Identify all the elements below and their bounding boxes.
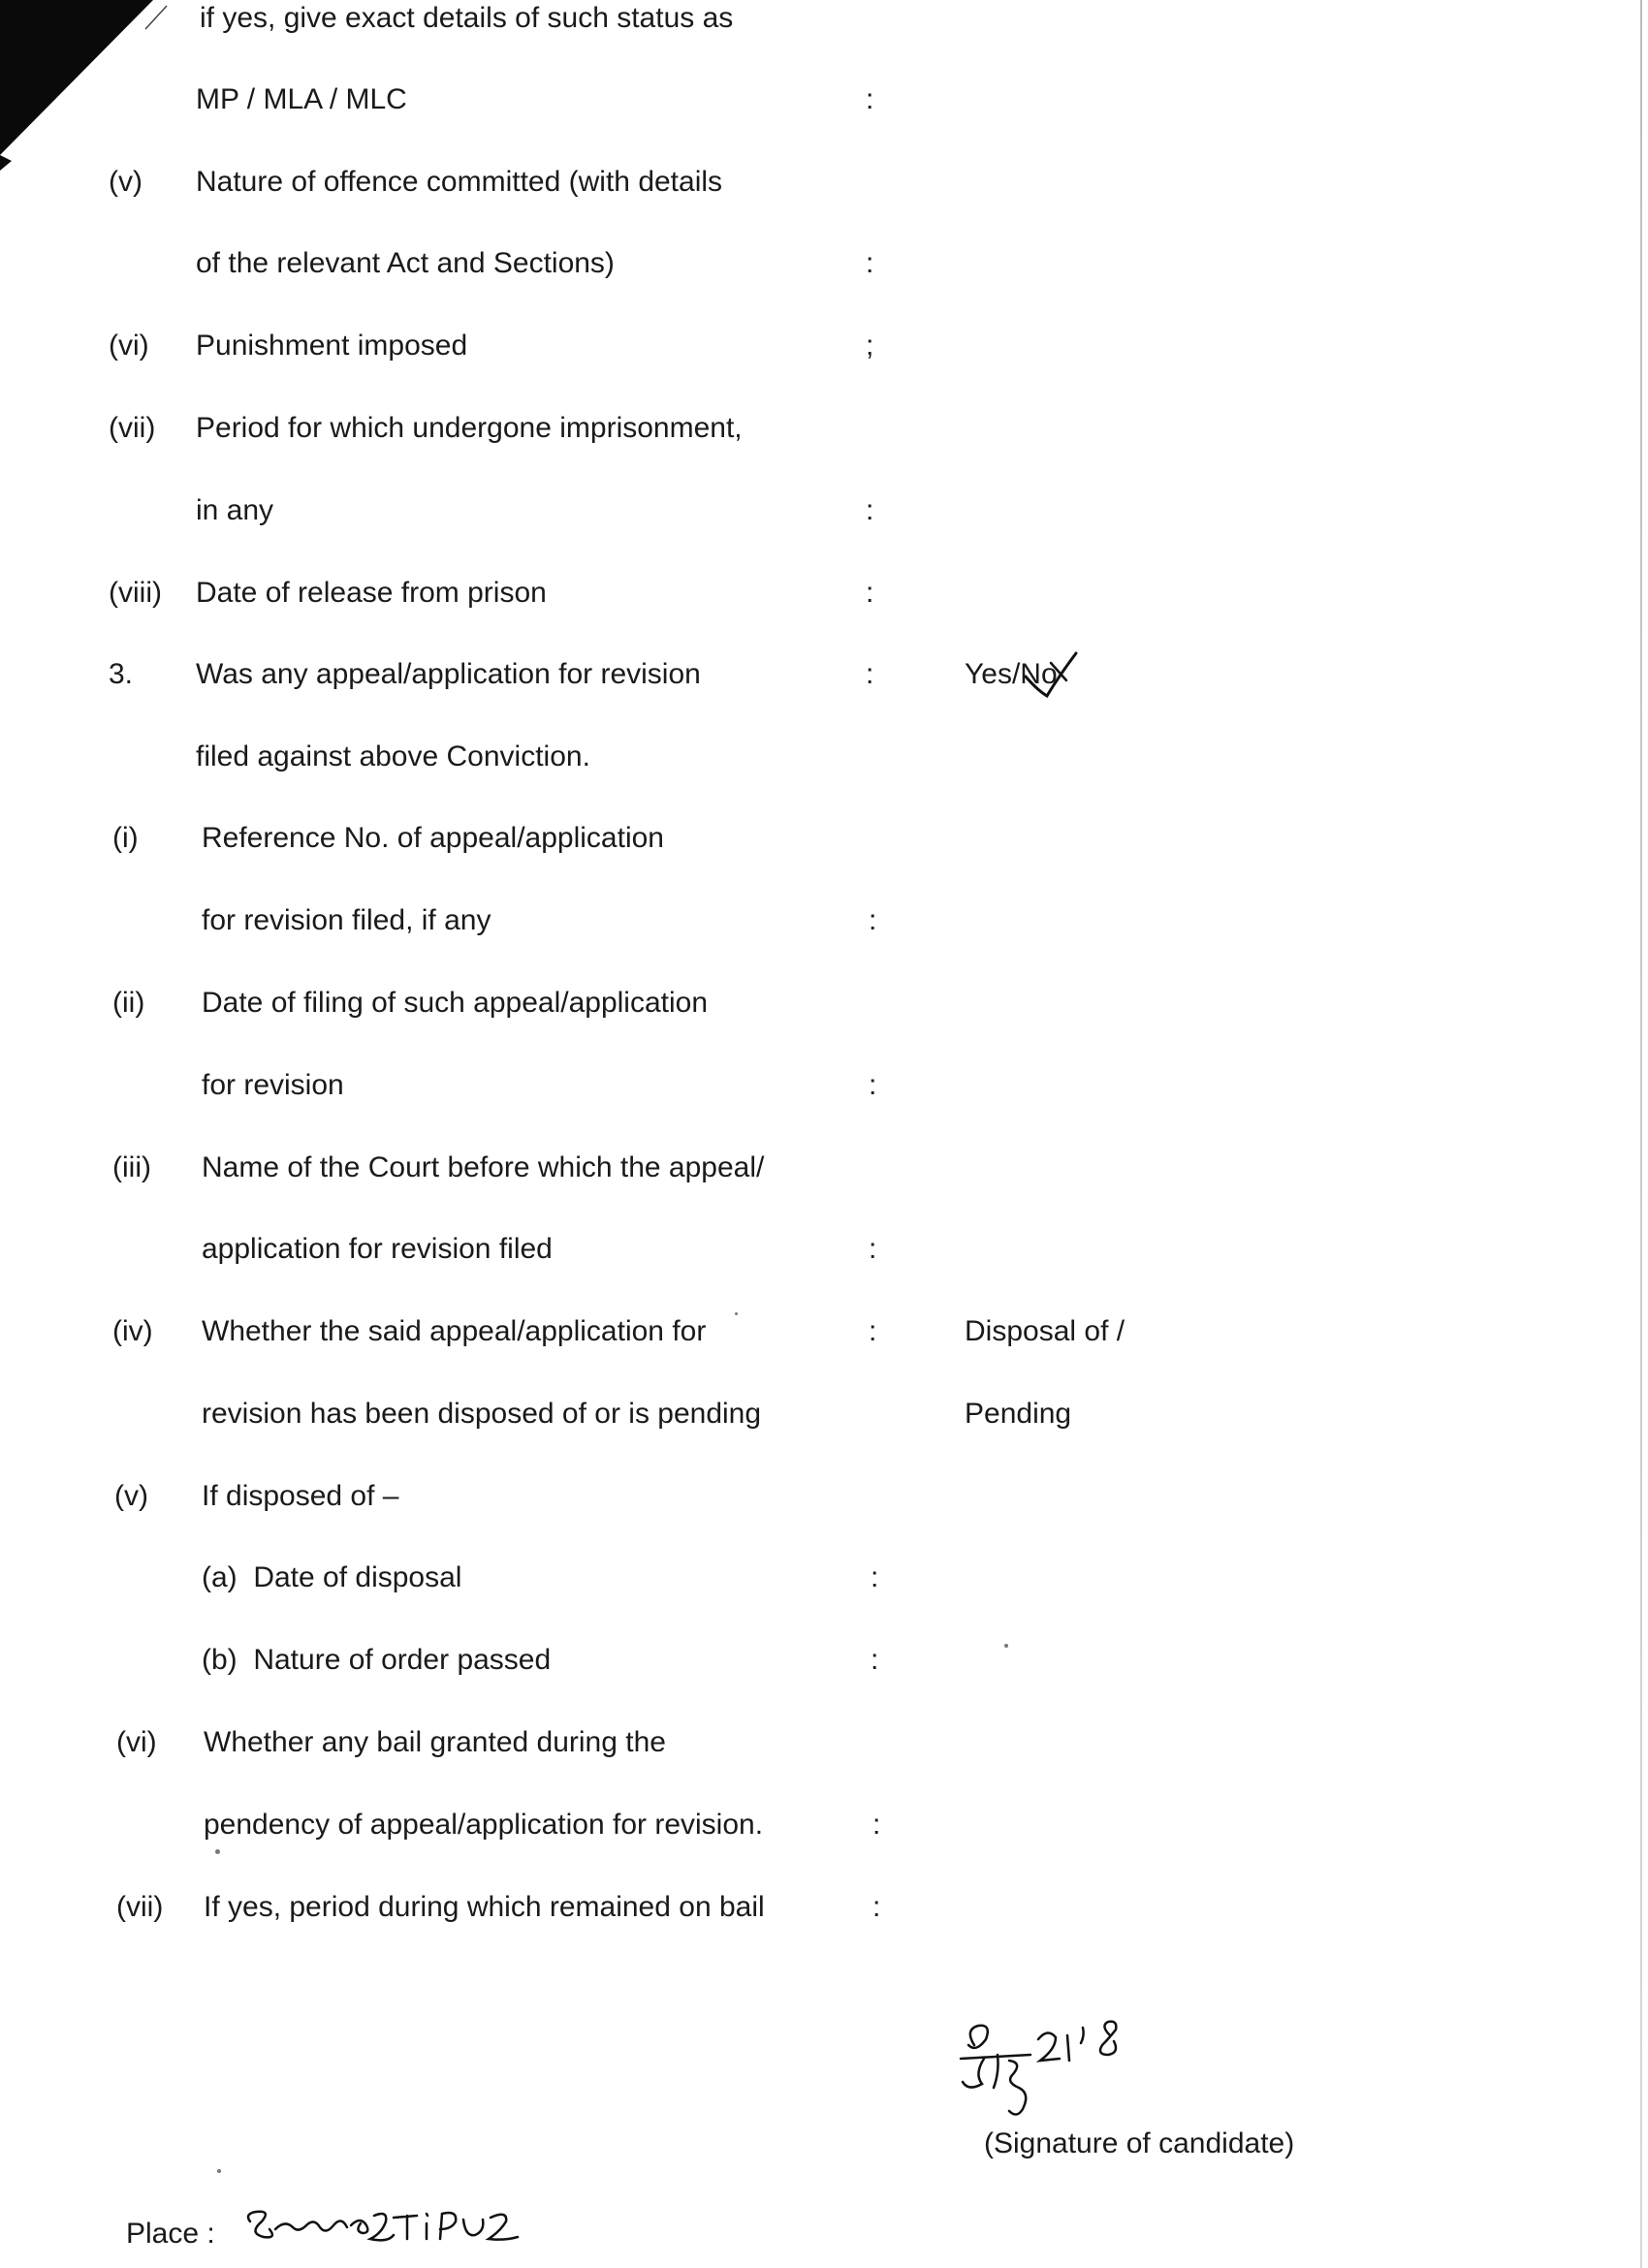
item-colon: : <box>872 1809 881 1841</box>
item-colon: : <box>866 577 874 609</box>
form-row <box>0 733 1648 781</box>
item-label: application for revision filed <box>202 1233 553 1265</box>
item-label: Whether any bail granted during the <box>204 1726 666 1758</box>
item-label: Reference No. of appeal/application <box>202 822 664 854</box>
item-label: for revision filed, if any <box>202 904 491 936</box>
item-colon: : <box>869 1069 877 1101</box>
item-label: Name of the Court before which the appeal/ <box>202 1151 765 1183</box>
item-colon: : <box>869 904 877 936</box>
form-row <box>0 1390 1648 1438</box>
form-row <box>0 239 1648 288</box>
item-label: for revision <box>202 1069 344 1101</box>
item-label: (b) Nature of order passed <box>202 1644 552 1676</box>
form-row <box>0 1883 1648 1932</box>
place-handwritten-value <box>242 2200 533 2268</box>
item-number: (vii) <box>109 412 156 444</box>
scan-speck <box>215 1849 220 1854</box>
form-row <box>0 322 1648 370</box>
form-row <box>0 1144 1648 1192</box>
item-label: Date of release from prison <box>196 577 547 609</box>
item-label: Nature of offence committed (with details <box>196 166 723 198</box>
form-row <box>0 1061 1648 1110</box>
item-number: (v) <box>114 1480 148 1512</box>
item-number: (vi) <box>116 1726 157 1758</box>
form-row <box>0 814 1648 863</box>
form-row <box>0 1801 1648 1849</box>
item-answer: Pending <box>965 1398 1072 1430</box>
item-label: Whether the said appeal/application for <box>202 1315 707 1347</box>
item-colon: ; <box>866 330 874 362</box>
item-colon: : <box>872 1891 881 1923</box>
item-number: (iv) <box>112 1315 153 1347</box>
item-label: filed against above Conviction. <box>196 740 590 772</box>
form-row <box>0 979 1648 1027</box>
item-number: (vi) <box>109 330 149 362</box>
form-row <box>0 1718 1648 1767</box>
form-row <box>0 1472 1648 1521</box>
form-row <box>0 1225 1648 1274</box>
item-number: (vii) <box>116 1891 164 1923</box>
handwritten-tick-mark <box>1008 647 1086 706</box>
form-row <box>0 569 1648 617</box>
form-row <box>0 0 1648 43</box>
item-answer: Disposal of / <box>965 1315 1125 1347</box>
scan-speck <box>1004 1644 1008 1648</box>
item-number: (v) <box>109 166 143 198</box>
item-label: in any <box>196 494 274 526</box>
item-label: (a) Date of disposal <box>202 1561 462 1593</box>
item-number: (iii) <box>112 1151 151 1183</box>
item-label: Period for which undergone imprisonment, <box>196 412 743 444</box>
item-colon: : <box>866 658 874 690</box>
form-row <box>0 650 1648 699</box>
item-number: (i) <box>112 822 139 854</box>
item-label: of the relevant Act and Sections) <box>196 247 615 279</box>
signature-caption: (Signature of candidate) <box>984 2127 1295 2159</box>
item-colon: : <box>871 1644 879 1676</box>
item-number: 3. <box>109 658 134 690</box>
item-colon: : <box>866 494 874 526</box>
form-row <box>0 1554 1648 1602</box>
item-label: If yes, period during which remained on bail <box>204 1891 765 1923</box>
item-label: Date of filing of such appeal/application <box>202 987 709 1019</box>
item-label: if yes, give exact details of such status as <box>200 2 734 34</box>
item-colon: : <box>866 83 874 115</box>
item-label: Was any appeal/application for revision <box>196 658 701 690</box>
item-colon: : <box>869 1233 877 1265</box>
item-label: Punishment imposed <box>196 330 468 362</box>
scan-speck <box>217 2169 221 2173</box>
item-answer: Yes/No <box>965 658 1058 690</box>
item-label: pendency of appeal/application for revision. <box>204 1809 764 1841</box>
form-row <box>0 404 1648 453</box>
item-number: (ii) <box>112 987 145 1019</box>
form-row <box>0 76 1648 124</box>
item-colon: : <box>871 1561 879 1593</box>
scan-speck <box>735 1312 738 1315</box>
form-row <box>0 1307 1648 1356</box>
item-label: MP / MLA / MLC <box>196 83 407 115</box>
item-colon: : <box>866 247 874 279</box>
form-row <box>0 487 1648 535</box>
form-row <box>0 897 1648 945</box>
form-row <box>0 158 1648 206</box>
item-number: (viii) <box>109 577 162 609</box>
place-label: Place : <box>126 2218 215 2250</box>
item-label: revision has been disposed of or is pending <box>202 1398 762 1430</box>
item-colon: : <box>869 1315 877 1347</box>
item-label: If disposed of – <box>202 1480 399 1512</box>
form-row <box>0 1636 1648 1685</box>
